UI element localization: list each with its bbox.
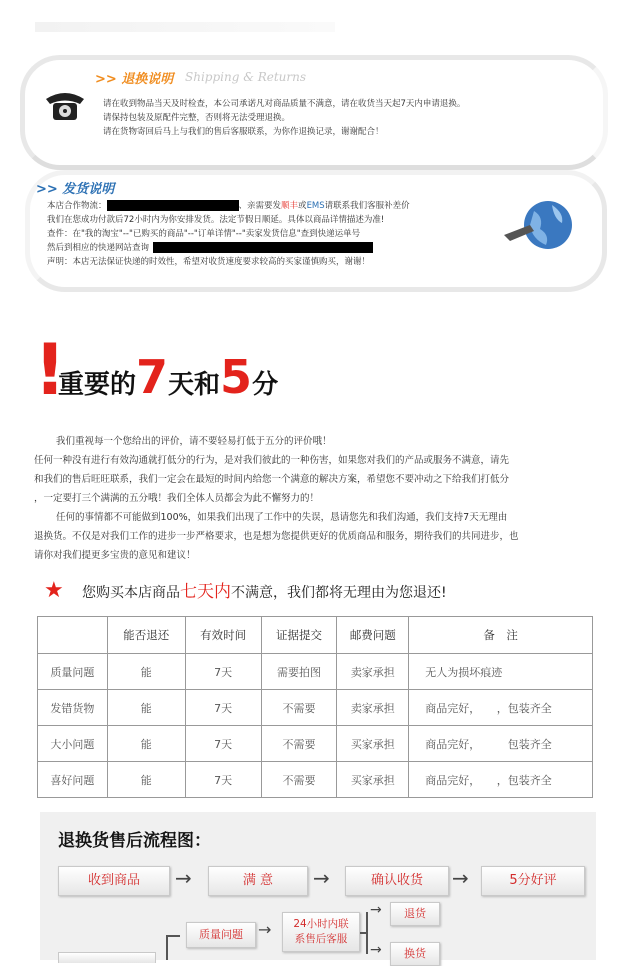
returns-line-3: 请在货物寄回后马上与我们的售后客服联系，为你作退换记录，谢谢配合！ bbox=[103, 127, 384, 137]
guarantee-highlight: 七天内 bbox=[180, 582, 231, 602]
telephone-icon bbox=[40, 85, 90, 125]
top-faded-text bbox=[35, 22, 335, 32]
table-cell: 不需要 bbox=[261, 762, 337, 798]
arrow-right-icon: → bbox=[258, 920, 272, 939]
table-cell: 能 bbox=[107, 654, 185, 690]
shipping-line-1-text-b: 或 bbox=[298, 201, 307, 211]
promise-title-e: 分 bbox=[252, 370, 279, 400]
shipping-sf: 顺丰 bbox=[281, 201, 299, 211]
table-cell: 质量问题 bbox=[38, 654, 108, 690]
flow-step-refund: 退货 bbox=[390, 902, 440, 926]
table-header: 备 注 bbox=[409, 617, 593, 654]
flow-step-satisfied: 满 意 bbox=[208, 866, 308, 896]
table-row bbox=[38, 762, 593, 798]
flow-step-exchange: 换货 bbox=[390, 942, 440, 966]
table-cell: 买家承担 bbox=[337, 726, 409, 762]
shipping-line-1 bbox=[47, 200, 410, 212]
guarantee-line bbox=[82, 580, 447, 605]
promise-title-c: 天和 bbox=[168, 370, 221, 400]
returns-line-1: 请在收到物品当天及时检查，本公司承诺凡对商品质量不满意，请在收货当天起7天内申请退换。 bbox=[103, 99, 466, 109]
table-cell: 买家承担 bbox=[337, 762, 409, 798]
arrow-right-icon: → bbox=[370, 902, 382, 918]
table-header: 有效时间 bbox=[185, 617, 261, 654]
table-row bbox=[38, 690, 593, 726]
flow-step-received: 收到商品 bbox=[58, 866, 170, 896]
table-cell: 需要拍图 bbox=[261, 654, 337, 690]
service-line-2: 系售后客服 bbox=[294, 933, 348, 945]
service-line-1: 24小时内联 bbox=[293, 918, 349, 930]
returns-line-2: 请保持包装及原配件完整，否则将无法受理退换。 bbox=[103, 113, 291, 123]
table-cell: 卖家承担 bbox=[337, 654, 409, 690]
table-header: 证据提交 bbox=[261, 617, 337, 654]
shipping-line-3: 查件：在"我的淘宝"--"已购买的商品"--"订单详情"--"卖家发货信息"查到快递运单号 bbox=[47, 229, 361, 239]
promise-p1-line-4: ，一定要打三个满满的五分哦！我们全体人员都会为此不懈努力的！ bbox=[34, 493, 320, 504]
branch-line bbox=[360, 932, 368, 934]
promise-p1-line-2: 任何一种没有进行有效沟通就打低分的行为，是对我们彼此的一种伤害，如果您对我们的产品或服务不满意，请先 bbox=[34, 455, 510, 466]
branch-line bbox=[166, 935, 168, 960]
table-cell: 商品完好， ，包装齐全 bbox=[409, 690, 593, 726]
return-policy-table bbox=[37, 616, 593, 798]
table-header-row bbox=[38, 617, 593, 654]
table-row bbox=[38, 726, 593, 762]
redacted-block bbox=[153, 242, 373, 253]
shipping-line-2: 我们在您成功付款后72小时内为你安排发货。法定节假日顺延。具体以商品详情描述为准! bbox=[47, 215, 385, 225]
shipping-line-4 bbox=[47, 242, 373, 254]
promise-p1-line-1: 我们重视每一个您给出的评价，请不要轻易打低于五分的评价哦！ bbox=[56, 436, 332, 447]
branch-line bbox=[166, 935, 180, 937]
table-cell: 无人为损坏痕迹 bbox=[409, 654, 593, 690]
shipping-ems: EMS bbox=[306, 201, 325, 211]
table-cell: 大小问题 bbox=[38, 726, 108, 762]
globe-icon bbox=[500, 195, 580, 255]
promise-title-a: 重要的 bbox=[58, 370, 137, 400]
table-cell: 7天 bbox=[185, 726, 261, 762]
promise-p2-line-1: 任何的事情都不可能做到100%，如果我们出现了工作中的失误，恳请您先和我们沟通，我们支持7天无理由 bbox=[56, 512, 508, 523]
arrow-right-icon: → bbox=[370, 942, 382, 958]
redacted-block bbox=[107, 200, 239, 211]
table-cell: 不需要 bbox=[261, 690, 337, 726]
promise-p2-line-2: 退换货。不仅是对我们工作的进步一步严格要求，也是想为您提供更好的优质商品和服务，期待我们的共同进步，也 bbox=[34, 531, 519, 542]
table-cell: 7天 bbox=[185, 762, 261, 798]
guarantee-prefix: 您购买本店商品 bbox=[82, 585, 180, 601]
promise-title-d: 5 bbox=[220, 350, 253, 404]
star-icon: ★ bbox=[44, 578, 64, 603]
table-row bbox=[38, 654, 593, 690]
arrow-right-icon: → bbox=[175, 866, 192, 890]
arrow-right-icon: → bbox=[313, 866, 330, 890]
flow-step-contact-service bbox=[282, 912, 360, 952]
table-cell: 喜好问题 bbox=[38, 762, 108, 798]
promise-title-b: 7 bbox=[136, 350, 169, 404]
table-header: 邮费问题 bbox=[337, 617, 409, 654]
shipping-title: >> 发货说明 bbox=[36, 182, 115, 197]
shipping-line-1-text-a: 、亲需要发 bbox=[238, 201, 282, 211]
table-cell: 商品完好， 包装齐全 bbox=[409, 726, 593, 762]
guarantee-suffix: 不满意，我们都将无理由为您退还! bbox=[231, 585, 447, 601]
table-header: 能否退还 bbox=[107, 617, 185, 654]
flow-step-quality-issue: 质量问题 bbox=[186, 922, 256, 948]
shipping-line-4-prefix: 然后到相应的快递网站查询 bbox=[47, 243, 150, 253]
flow-step-partial bbox=[58, 952, 156, 963]
table-header bbox=[38, 617, 108, 654]
arrow-right-icon: → bbox=[452, 866, 469, 890]
table-cell: 7天 bbox=[185, 654, 261, 690]
table-cell: 能 bbox=[107, 726, 185, 762]
table-cell: 能 bbox=[107, 690, 185, 726]
flow-step-confirm: 确认收货 bbox=[345, 866, 449, 896]
table-cell: 卖家承担 bbox=[337, 690, 409, 726]
table-cell: 7天 bbox=[185, 690, 261, 726]
promise-text bbox=[34, 432, 519, 565]
shipping-line-1-prefix: 本店合作物流： bbox=[47, 201, 107, 211]
promise-p1-line-3: 和我们的售后旺旺联系，我们一定会在最短的时间内给您一个满意的解决方案，希望您不要冲动之下给我们打低分 bbox=[34, 474, 510, 485]
flow-step-rating: 5分好评 bbox=[481, 866, 585, 896]
shipping-line-5: 声明：本店无法保证快递的时效性，希望对收货速度要求较高的买家谨慎购买，谢谢！ bbox=[47, 257, 371, 267]
table-cell: 能 bbox=[107, 762, 185, 798]
promise-heading bbox=[58, 352, 278, 413]
returns-subtitle: Shipping & Returns bbox=[185, 70, 307, 84]
table-cell: 发错货物 bbox=[38, 690, 108, 726]
table-cell: 不需要 bbox=[261, 726, 337, 762]
shipping-line-1-text-c: 请联系我们客服补差价 bbox=[324, 201, 410, 211]
table-cell: 商品完好， ，包装齐全 bbox=[409, 762, 593, 798]
flow-title: 退换货售后流程图： bbox=[58, 831, 211, 851]
promise-p2-line-3: 请你对我们提更多宝贵的意见和建议！ bbox=[34, 550, 196, 561]
exclamation-mark: ! bbox=[34, 329, 66, 411]
returns-title: >> 退换说明 bbox=[95, 72, 174, 87]
